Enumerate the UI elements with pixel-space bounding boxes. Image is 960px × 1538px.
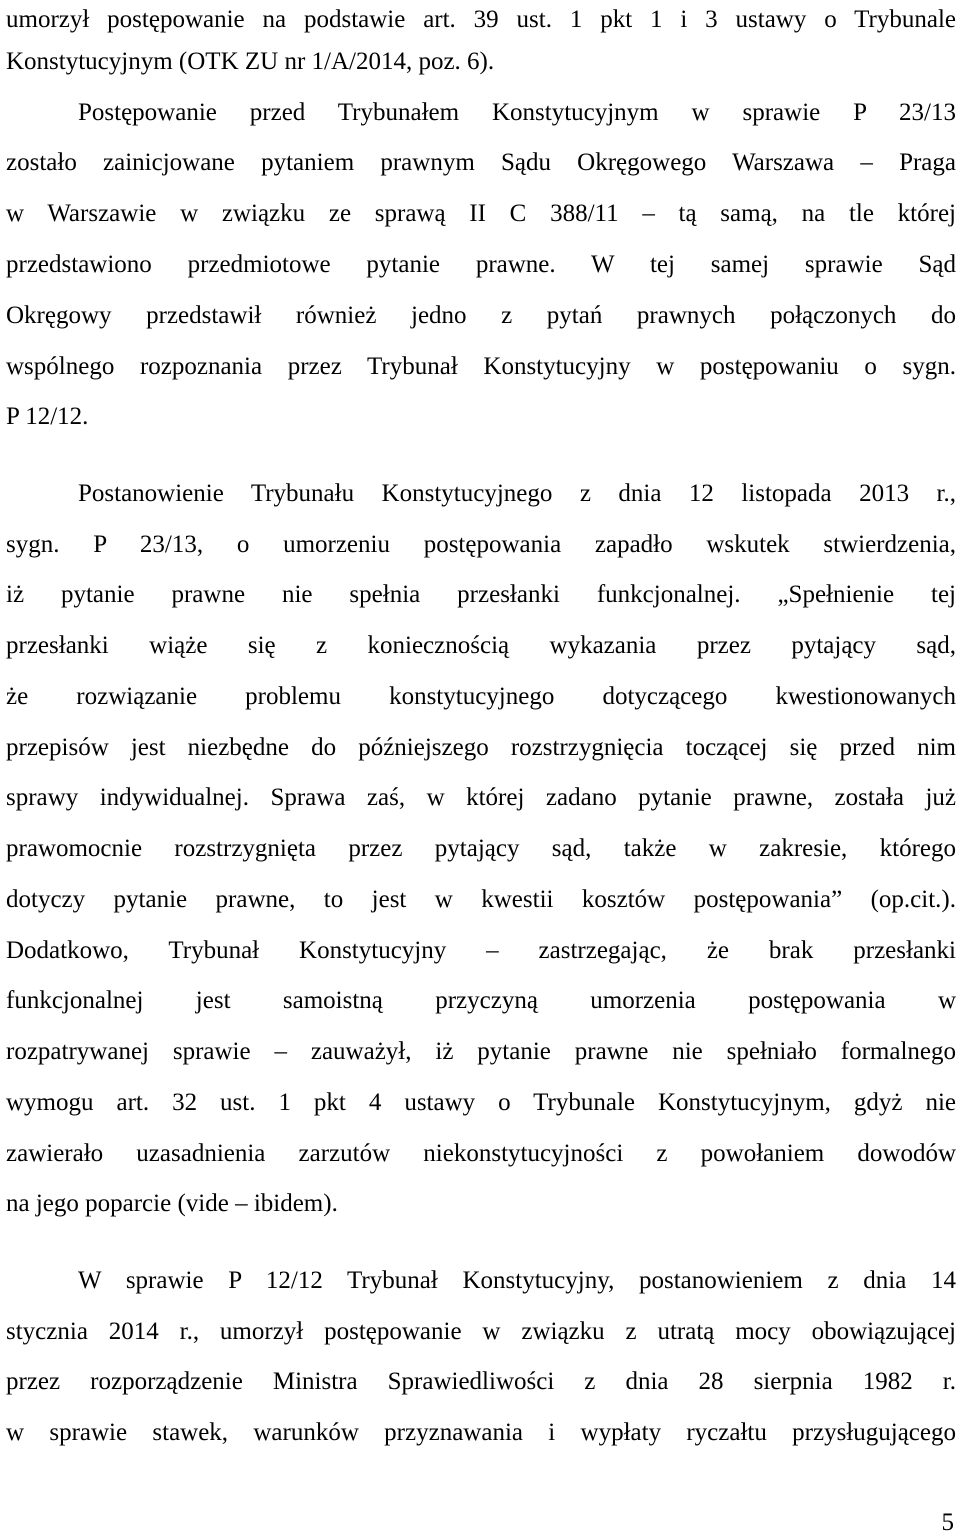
- text-line: W sprawie P 12/12 Trybunał Konstytucyjny, postanowieniem z dnia 14: [78, 1267, 956, 1294]
- text-line: zostało zainicjowane pytaniem prawnym Sądu Okręgowego Warszawa – Praga: [6, 149, 956, 176]
- text-line: P 12/12.: [6, 403, 89, 430]
- text-line: w sprawie stawek, warunków przyznawania i wypłaty ryczałtu przysługującego: [6, 1419, 956, 1446]
- text-line: przez rozporządzenie Ministra Sprawiedliwości z dnia 28 sierpnia 1982 r.: [6, 1368, 956, 1395]
- text-line: rozpatrywanej sprawie – zauważył, iż pytanie prawne nie spełniało formalnego: [6, 1038, 956, 1065]
- text-line: umorzył postępowanie na podstawie art. 39 ust. 1 pkt 1 i 3 ustawy o Trybunale: [6, 6, 956, 33]
- text-line: sprawy indywidualnej. Sprawa zaś, w której zadano pytanie prawne, została już: [6, 784, 956, 811]
- text-line: dotyczy pytanie prawne, to jest w kwestii kosztów postępowania” (op.cit.).: [6, 886, 956, 913]
- text-line: przesłanki wiąże się z koniecznością wykazania przez pytający sąd,: [6, 632, 956, 659]
- text-line: że rozwiązanie problemu konstytucyjnego dotyczącego kwestionowanych: [6, 683, 956, 710]
- text-line: zawierało uzasadnienia zarzutów niekonstytucyjności z powołaniem dowodów: [6, 1140, 956, 1167]
- text-line: na jego poparcie (vide – ibidem).: [6, 1190, 338, 1217]
- page-number: 5: [941, 1509, 954, 1536]
- text-line: prawomocnie rozstrzygnięta przez pytający sąd, także w zakresie, którego: [6, 835, 956, 862]
- text-line: Okręgowy przedstawił również jedno z pytań prawnych połączonych do: [6, 302, 956, 329]
- text-line: wymogu art. 32 ust. 1 pkt 4 ustawy o Trybunale Konstytucyjnym, gdyż nie: [6, 1089, 956, 1116]
- text-line: przedstawiono przedmiotowe pytanie prawne. W tej samej sprawie Sąd: [6, 251, 956, 278]
- text-line: w Warszawie w związku ze sprawą II C 388/11 – tą samą, na tle której: [6, 200, 956, 227]
- text-line: przepisów jest niezbędne do późniejszego rozstrzygnięcia toczącej się przed nim: [6, 734, 956, 761]
- text-line: wspólnego rozpoznania przez Trybunał Konstytucyjny w postępowaniu o sygn.: [6, 353, 956, 380]
- text-line: sygn. P 23/13, o umorzeniu postępowania zapadło wskutek stwierdzenia,: [6, 531, 956, 558]
- text-line: Dodatkowo, Trybunał Konstytucyjny – zastrzegając, że brak przesłanki: [6, 937, 956, 964]
- text-line: stycznia 2014 r., umorzył postępowanie w związku z utratą mocy obowiązującej: [6, 1318, 956, 1345]
- text-line: Konstytucyjnym (OTK ZU nr 1/A/2014, poz. 6).: [6, 48, 495, 75]
- text-line: funkcjonalnej jest samoistną przyczyną umorzenia postępowania w: [6, 987, 956, 1014]
- text-line: iż pytanie prawne nie spełnia przesłanki funkcjonalnej. „Spełnienie tej: [6, 581, 956, 608]
- text-line: Postępowanie przed Trybunałem Konstytucyjnym w sprawie P 23/13: [78, 99, 956, 126]
- text-line: Postanowienie Trybunału Konstytucyjnego z dnia 12 listopada 2013 r.,: [78, 480, 956, 507]
